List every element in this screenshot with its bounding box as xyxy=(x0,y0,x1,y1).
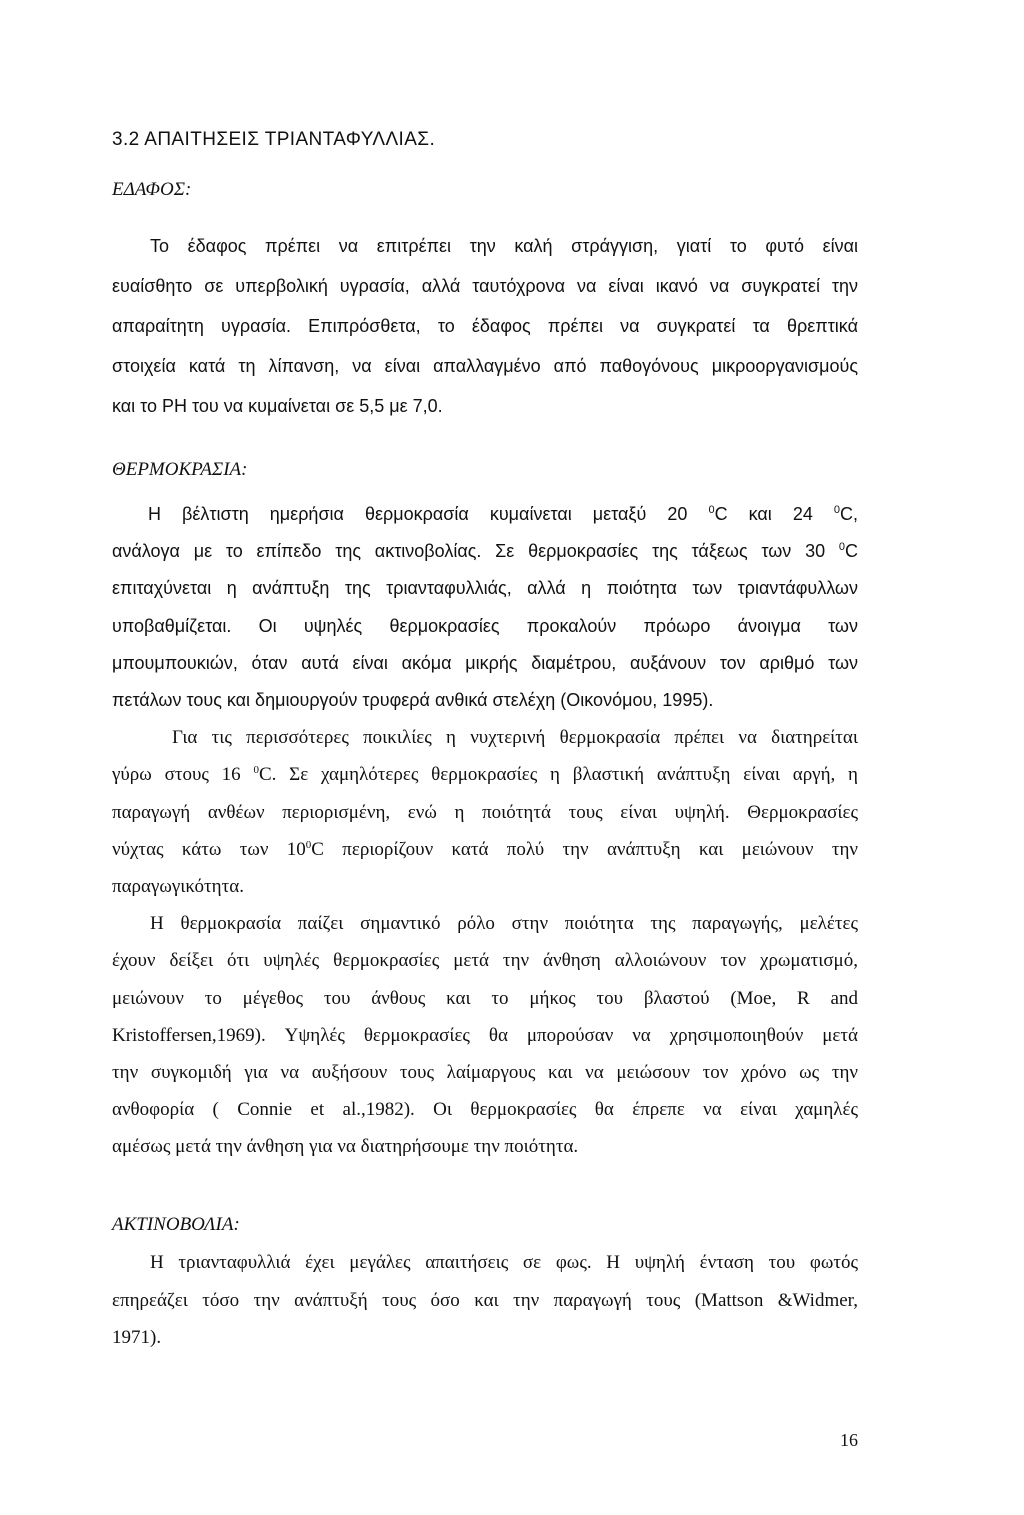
paragraph xyxy=(112,1244,858,1357)
section-title-temperature: ΘΕΡΜΟΚΡΑΣΙΑ: xyxy=(112,459,248,480)
text-line: την συγκομιδή για να αυξήσουν τους λαίμαργους και να μειώσουν τον χρόνο ως την xyxy=(112,1062,858,1084)
section-title-radiation: ΑΚΤΙΝΟΒΟΛΙΑ: xyxy=(112,1214,240,1235)
text-segment: C περιορίζουν κατά πολύ την ανάπτυξη και μειώνουν την xyxy=(311,838,859,860)
section-radiation xyxy=(112,1244,858,1357)
page-number: 16 xyxy=(840,1430,858,1450)
degree-superscript: 0 xyxy=(708,504,715,516)
text-line: απαραίτητη υγρασία. Επιπρόσθετα, το έδαφος πρέπει να συγκρατεί τα θρεπτικά xyxy=(112,316,858,336)
degree-superscript: 0 xyxy=(253,764,259,777)
paragraph xyxy=(112,226,858,426)
text-line: Kristoffersen,1969). Υψηλές θερμοκρασίες θα μπορούσαν να χρησιμοποιηθούν μετά xyxy=(112,1024,858,1046)
text-line: επηρεάζει τόσο την ανάπτυξή τους όσο και την παραγωγή τους (Mattson &Widmer, xyxy=(112,1289,858,1311)
text-line: μπουμπουκιών, όταν αυτά είναι ακόμα μικρής διαμέτρου, αυξάνουν τον αριθμό των xyxy=(112,652,858,673)
section-temperature xyxy=(112,496,858,1166)
text-line: στοιχεία κατά τη λίπανση, να είναι απαλλαγμένο από παθογόνους μικροοργανισμούς xyxy=(112,356,858,376)
text-line xyxy=(112,496,858,533)
text-segment: C. Σε χαμηλότερες θερμοκρασίες η βλαστική ανάπτυξη είναι αργή, η xyxy=(258,764,858,786)
text-line: πετάλων τους και δημιουργούν τρυφερά ανθικά στελέχη (Οικονόμου, 1995). xyxy=(112,690,714,711)
text-line: Η τριανταφυλλιά έχει μεγάλες απαιτήσεις σε φως. Η υψηλή ένταση του φωτός xyxy=(150,1252,858,1273)
text-segment: C xyxy=(845,541,858,562)
text-line xyxy=(112,756,858,793)
text-segment: C και 24 xyxy=(714,504,834,524)
degree-superscript: 0 xyxy=(838,541,845,554)
section-soil xyxy=(112,226,858,426)
section-title-soil: ΕΔΑΦΟΣ: xyxy=(112,179,192,200)
degree-superscript: 0 xyxy=(305,838,312,851)
text-segment: νύχτας κάτω των 10 xyxy=(112,838,306,860)
text-segment: C, xyxy=(840,504,858,524)
text-line: μειώνουν το μέγεθος του άνθους και το μήκος του βλαστού (Moe, R and xyxy=(112,987,858,1009)
text-line: έχουν δείξει ότι υψηλές θερμοκρασίες μετά την άνθηση αλλοιώνουν τον χρωματισμό, xyxy=(112,950,858,972)
text-line: επιταχύνεται η ανάπτυξη της τριανταφυλλιάς, αλλά η ποιότητα των τριαντάφυλλων xyxy=(112,578,858,599)
text-line: παραγωγικότητα. xyxy=(112,876,244,898)
section-heading: 3.2 ΑΠΑΙΤΗΣΕΙΣ ΤΡΙΑΝΤΑΦΥΛΛΙΑΣ. xyxy=(112,129,436,150)
text-line xyxy=(112,533,858,570)
text-line: Η θερμοκρασία παίζει σημαντικό ρόλο στην ποιότητα της παραγωγής, μελέτες xyxy=(150,913,858,935)
text-segment: ανάλογα με το επίπεδο της ακτινοβολίας. Σε θερμοκρασίες της τάξεως των 30 xyxy=(112,541,839,562)
paragraph xyxy=(112,905,858,1165)
paragraph xyxy=(112,719,858,905)
text-line: υποβαθμίζεται. Οι υψηλές θερμοκρασίες προκαλούν πρόωρο άνοιγμα των xyxy=(112,615,858,636)
text-line: αμέσως μετά την άνθηση για να διατηρήσουμε την ποιότητα. xyxy=(112,1136,579,1158)
text-segment: γύρω στους 16 xyxy=(112,764,254,786)
text-line xyxy=(112,831,858,868)
paragraph xyxy=(112,496,858,719)
text-line: και το PH του να κυμαίνεται σε 5,5 με 7,0. xyxy=(112,396,443,416)
text-line: ανθοφορία ( Connie et al.,1982). Οι θερμοκρασίες θα έπρεπε να είναι χαμηλές xyxy=(112,1099,858,1121)
text-segment: Η βέλτιστη ημερήσια θερμοκρασία κυμαίνεται μεταξύ 20 xyxy=(148,504,709,524)
text-line: Το έδαφος πρέπει να επιτρέπει την καλή στράγγιση, γιατί το φυτό είναι xyxy=(150,236,858,256)
degree-superscript: 0 xyxy=(833,504,840,516)
text-line: Για τις περισσότερες ποικιλίες η νυχτερινή θερμοκρασία πρέπει να διατηρείται xyxy=(172,727,858,749)
text-line: παραγωγή ανθέων περιορισμένη, ενώ η ποιότητά τους είναι υψηλή. Θερμοκρασίες xyxy=(112,801,858,823)
text-line: 1971). xyxy=(112,1327,162,1348)
text-line: ευαίσθητο σε υπερβολική υγρασία, αλλά ταυτόχρονα να είναι ικανό να συγκρατεί την xyxy=(112,276,858,296)
